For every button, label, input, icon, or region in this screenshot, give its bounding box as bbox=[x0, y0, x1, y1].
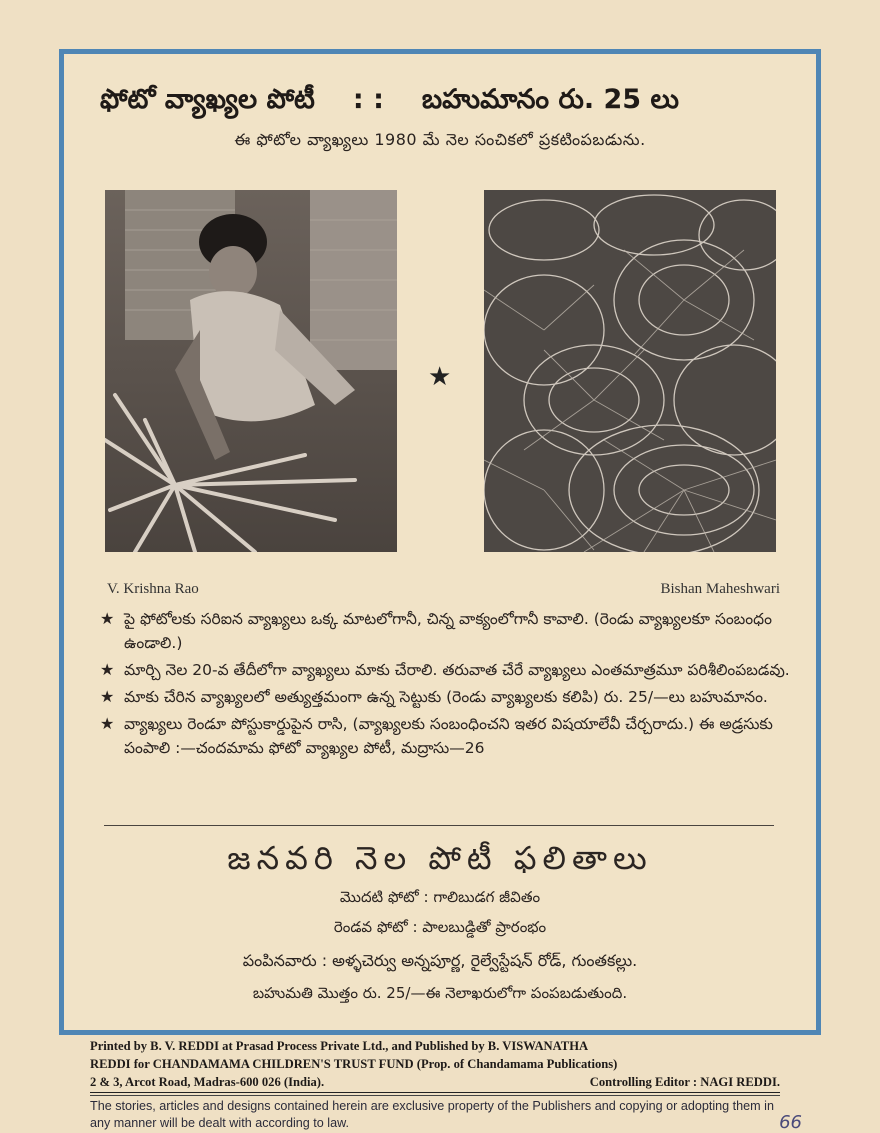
rule-text: మార్చి నెల 20-వ తేదీలోగా వ్యాఖ్యలు మాకు చేరాలి. తరువాత చేరే వ్యాఖ్యలు ఎంతమాత్రమూ పరిశీలింపబడవు. bbox=[124, 661, 790, 679]
bullet-star-icon: ★ bbox=[100, 609, 115, 628]
photo-basket-weaver bbox=[105, 190, 397, 552]
contest-rules bbox=[100, 607, 790, 763]
rule-item bbox=[100, 658, 790, 682]
controlling-editor: Controlling Editor : NAGI REDDI. bbox=[589, 1075, 780, 1089]
result-second-photo: రెండవ ఫోటో : పాలబుడ్డితో ప్రారంభం bbox=[333, 918, 547, 936]
title-separator: : : bbox=[352, 84, 384, 115]
bullet-star-icon: ★ bbox=[100, 660, 115, 679]
bullet-star-icon: ★ bbox=[100, 687, 115, 706]
section-divider bbox=[104, 825, 774, 826]
imprint-line-1: Printed by B. V. REDDI at Prasad Process Private Ltd., and Published by B. VISWANATHA bbox=[90, 1039, 589, 1053]
rule-text: వ్యాఖ్యలు రెండూ పోస్టుకార్డుపైన రాసి, (వ్యాఖ్యలకు సంబంధించని ఇతర విషయాలేవీ చేర్చరాదు.) ఈ అడ్రసుకు పంపాలి :—చందమామ ఫోటో వ్యాఖ్యల పోటీ, మద్రాసు—26 bbox=[124, 715, 773, 757]
contest-subtitle: ఈ ఫోటోల వ్యాఖ్యలు 1980 మే నెల సంచికలో ప్రకటింపబడును. bbox=[234, 130, 646, 149]
rule-text: పై ఫోటోలకు సరిఐన వ్యాఖ్యలు ఒక్క మాటలోగానీ, చిన్న వాక్యంలోగానీ కావాలి. (రెండు వ్యాఖ్యలకూ సంబంధం ఉండాలి.) bbox=[124, 610, 772, 652]
result-first-photo: మొదటి ఫోటో : గాలిబుడగ జీవితం bbox=[339, 888, 541, 906]
left-photo-credit: V. Krishna Rao bbox=[107, 581, 199, 597]
imprint bbox=[90, 1037, 780, 1093]
rule-item bbox=[100, 685, 790, 709]
photo-wicker-baskets bbox=[484, 190, 776, 552]
rule-text: మాకు చేరిన వ్యాఖ్యలలో అత్యుత్తమంగా ఉన్న సెట్టుకు (రెండు వ్యాఖ్యలకు కలిపి) రు. 25/—లు బహుమానం. bbox=[124, 688, 768, 706]
results-title: జనవరి నెల పోటీ ఫలితాలు bbox=[227, 839, 653, 877]
bullet-star-icon: ★ bbox=[100, 714, 115, 733]
rule-item bbox=[100, 712, 790, 760]
right-photo-credit: Bishan Maheshwari bbox=[660, 581, 780, 597]
contest-frame bbox=[59, 49, 821, 1035]
contest-title: ఫోటో వ్యాఖ్యల పోటీ bbox=[100, 84, 315, 115]
result-prize-note: బహుమతి మొత్తం రు. 25/—ఈ నెలాఖరులోగా పంపబడుతుంది. bbox=[252, 984, 628, 1002]
contest-header bbox=[100, 84, 780, 153]
imprint-line-2: REDDI for CHANDAMAMA CHILDREN'S TRUST FUND (Prop. of Chandamama Publications) bbox=[90, 1057, 618, 1071]
divider-star-icon: ★ bbox=[428, 362, 452, 392]
rule-item bbox=[100, 607, 790, 655]
copyright-notice: The stories, articles and designs contained herein are exclusive property of the Publishers and copying or adopting them in any manner will be dealt with according to law. bbox=[90, 1095, 780, 1132]
imprint-address: 2 & 3, Arcot Road, Madras-600 026 (India). bbox=[90, 1075, 325, 1089]
prize-amount: బహుమానం రు. 25 లు bbox=[421, 84, 679, 115]
page-mark: 66 bbox=[779, 1112, 802, 1133]
result-sender: పంపినవారు : అళ్ళచెర్వు అన్నపూర్ణ, రైల్వేస్టేషన్ రోడ్, గుంతకల్లు. bbox=[242, 951, 638, 970]
